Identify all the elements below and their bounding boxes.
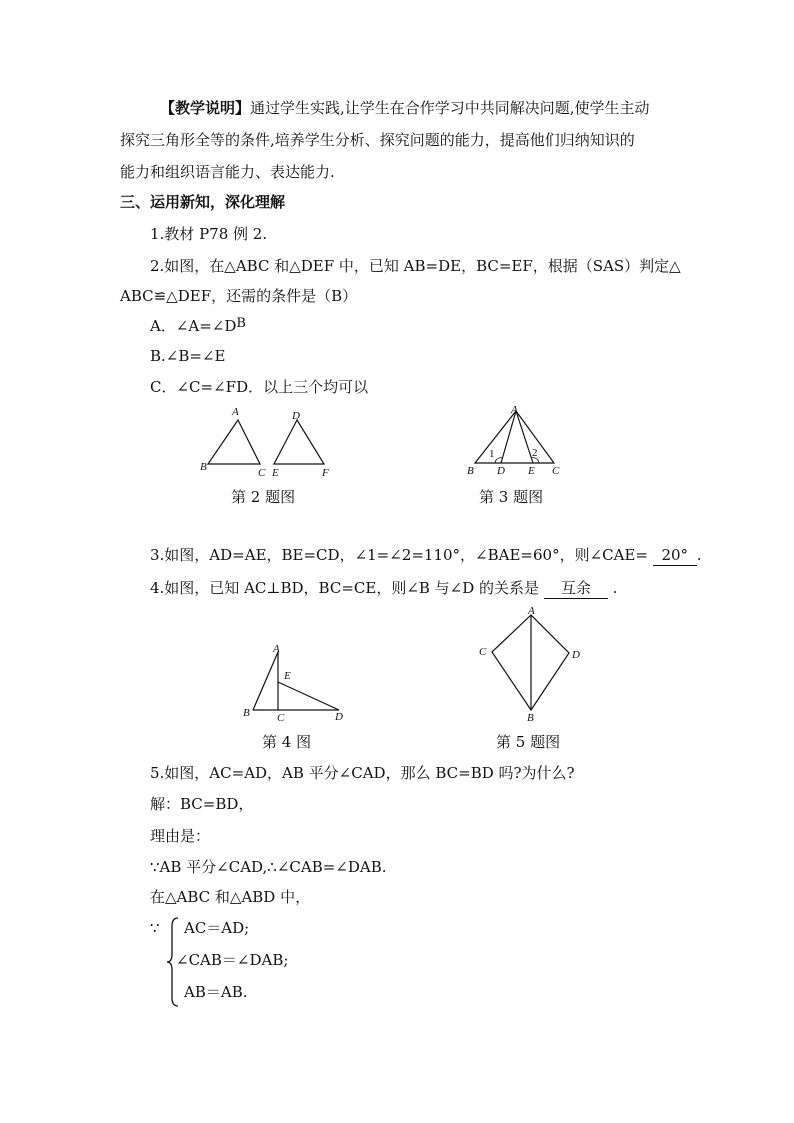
fig2-label-a: A	[232, 406, 239, 418]
fig3-label-c: C	[552, 465, 560, 475]
fig3-label-d: D	[497, 465, 505, 475]
figure-4	[238, 642, 358, 722]
fig5-label-a: A	[528, 605, 535, 617]
solution-line-2: 理由是：	[150, 827, 211, 845]
fig3-label-a: A	[511, 404, 518, 416]
segment-ad	[501, 411, 516, 463]
solution-line-3: ∵AB 平分∠CAD,∴∠CAB=∠DAB.	[150, 858, 387, 876]
system-line-1: AC＝AD;	[184, 919, 250, 937]
intro-label: 【教学说明】	[160, 99, 251, 117]
intro-text-1: 通过学生实践,让学生在合作学习中共同解决问题,使学生主动	[250, 99, 650, 117]
segment-ae	[516, 411, 533, 463]
intro-line-3: 能力和组织语言能力、表达能力.	[120, 163, 335, 181]
fig5-label-c: C	[479, 646, 487, 658]
figure-2	[198, 405, 348, 477]
option-c-d	[150, 377, 368, 397]
fig5-label-b: B	[527, 712, 534, 723]
fig4-label-a: A	[273, 643, 280, 655]
segment-ed	[278, 682, 339, 710]
triangle-abc-outer	[475, 411, 554, 463]
question-3	[150, 545, 702, 566]
question-4-tail: .	[612, 579, 618, 597]
question-4-answer: 互余	[544, 578, 608, 599]
intro-line-2: 探究三角形全等的条件,培养学生分析、探究问题的能力，提高他们归纳知识的	[120, 131, 635, 149]
triangle-abc	[208, 420, 260, 464]
figure-5-caption: 第 5 题图	[496, 733, 561, 751]
question-2-line-2: ABC≌△DEF，还需的条件是（B）	[120, 287, 358, 305]
figure-5	[473, 603, 583, 723]
fig4-label-d: D	[335, 711, 343, 722]
fig4-label-b: B	[243, 707, 250, 719]
segment-ab	[253, 652, 278, 710]
because-symbol: ∵	[150, 919, 160, 937]
fig3-label-2: 2	[532, 447, 538, 459]
figure-3-caption: 第 3 题图	[479, 488, 544, 506]
figure-4-caption: 第 4 图	[262, 733, 312, 751]
figure-2-caption: 第 2 题图	[231, 488, 296, 506]
fig2-label-e: E	[272, 467, 279, 477]
fig4-label-c: C	[277, 712, 285, 722]
fig2-label-c: C	[258, 467, 266, 477]
question-1: 1.教材 P78 例 2.	[150, 225, 268, 243]
solution-line-1: 解：BC=BD，	[150, 795, 254, 813]
triangle-def	[274, 420, 324, 464]
option-a-tail: B	[236, 316, 246, 331]
question-4	[150, 578, 617, 599]
fig2-label-d: D	[292, 410, 300, 422]
fig3-label-1: 1	[489, 448, 495, 460]
option-b: B.∠B=∠E	[150, 347, 226, 365]
intro-line-1	[160, 98, 650, 118]
question-4-text: 4.如图，已知 AC⊥BD，BC=CE，则∠B 与∠D 的关系是	[150, 579, 540, 597]
system-line-3: AB＝AB.	[184, 983, 248, 1001]
option-d: D．以上三个均可以	[236, 378, 369, 396]
option-a-text: A．∠A=∠D	[150, 317, 237, 335]
solution-line-4: 在△ABC 和△ABD 中，	[150, 888, 311, 906]
fig3-label-e: E	[528, 465, 535, 475]
question-2-line-1: 2.如图，在△ABC 和△DEF 中，已知 AB=DE，BC=EF，根据（SAS）判定△	[150, 257, 681, 275]
fig4-label-e: E	[284, 670, 291, 682]
fig2-label-f: F	[322, 467, 329, 477]
question-3-answer: 20°	[653, 545, 697, 566]
fig2-label-b: B	[200, 461, 207, 473]
option-a	[150, 316, 246, 338]
section-title: 三、运用新知，深化理解	[120, 193, 286, 211]
question-5: 5.如图，AC=AD，AB 平分∠CAD，那么 BC=BD 吗?为什么?	[150, 764, 575, 782]
system-line-2: ∠CAB＝∠DAB;	[176, 951, 289, 969]
question-3-tail: .	[696, 546, 702, 564]
question-3-text: 3.如图，AD=AE，BE=CD，∠1=∠2=110°，∠BAE=60°，则∠CAE=	[150, 546, 648, 564]
fig3-label-b: B	[467, 465, 474, 475]
fig5-label-d: D	[572, 649, 580, 661]
figure-3	[465, 403, 575, 475]
option-c: C．∠C=∠F	[150, 378, 237, 396]
